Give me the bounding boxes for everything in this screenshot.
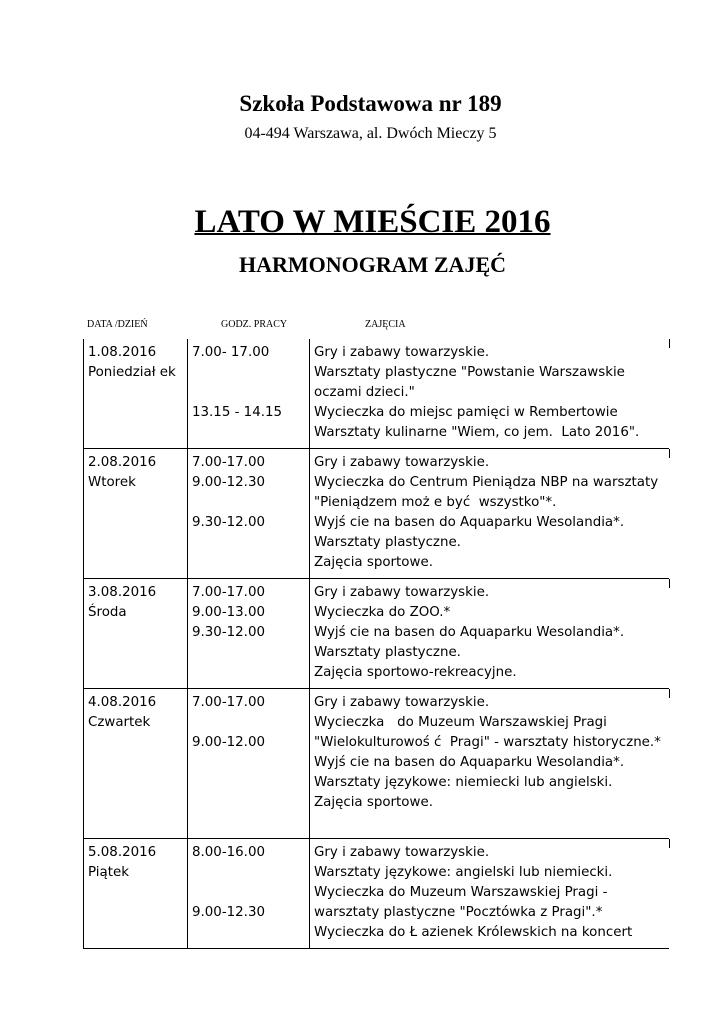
hours-line: 9.30-12.00 xyxy=(192,515,265,530)
row-date: 5.08.2016 xyxy=(88,845,157,860)
activities-cell xyxy=(310,449,669,578)
activity-line: "Pieniądzem moż e być wszystko"*. xyxy=(314,495,557,510)
activity-line: warsztaty plastyczne "Pocztówka z Pragi".* xyxy=(314,905,603,920)
activity-line: Gry i zabawy towarzyskie. xyxy=(314,695,490,710)
hours-line xyxy=(192,493,306,513)
activity-line: Wycieczka do Centrum Pieniądza NBP na warsztaty xyxy=(314,475,659,490)
activities-cell xyxy=(310,839,669,948)
activity-line: Warsztaty językowe: niemiecki lub angielski. xyxy=(314,775,613,790)
page-subtitle: HARMONOGRAM ZAJĘĆ xyxy=(238,252,507,277)
activity-line: Wyjś cie na basen do Aquaparku Wesolandia*. xyxy=(314,515,625,530)
hours-cell xyxy=(188,579,310,688)
hours-cell xyxy=(188,839,310,948)
schedule-table xyxy=(83,339,669,949)
table-row xyxy=(84,838,669,948)
table-row xyxy=(84,339,669,448)
table-row xyxy=(84,688,669,838)
activities-cell xyxy=(310,339,669,448)
table-row xyxy=(84,578,669,688)
hours-line: 9.00-13.00 xyxy=(192,605,265,620)
hours-line: 7.00-17.00 xyxy=(192,585,265,600)
table-row xyxy=(84,448,669,578)
row-date: 4.08.2016 xyxy=(88,695,157,710)
activities-cell xyxy=(310,579,669,688)
hours-line xyxy=(192,363,306,383)
activity-line: Zajęcia sportowe. xyxy=(314,555,433,570)
row-date: 1.08.2016 xyxy=(88,345,157,360)
row-day: Piątek xyxy=(88,865,129,880)
activity-line: Wyjś cie na basen do Aquaparku Wesolandia*. xyxy=(314,625,625,640)
activity-line: Wycieczka do Ł azienek Królewskich na koncert xyxy=(314,925,633,940)
activity-line: Wycieczka do miejsc pamięci w Rembertowie xyxy=(314,405,618,420)
hours-line: 9.00-12.30 xyxy=(192,905,265,920)
activity-line: Gry i zabawy towarzyskie. xyxy=(314,585,490,600)
activity-line: Gry i zabawy towarzyskie. xyxy=(314,345,490,360)
page-title-text: LATO W MIEŚCIE 2016 xyxy=(194,204,551,240)
activity-line: oczami dzieci." xyxy=(314,385,415,400)
row-date: 3.08.2016 xyxy=(88,585,157,600)
hours-line: 7.00-17.00 xyxy=(192,455,265,470)
hours-line: 7.00- 17.00 xyxy=(192,345,270,360)
hours-cell xyxy=(188,339,310,448)
school-address: 04-494 Warszawa, al. Dwóch Mieczy 5 xyxy=(244,125,497,142)
school-name: Szkoła Podstawowa nr 189 xyxy=(239,91,502,116)
hours-line: 9.00-12.30 xyxy=(192,475,265,490)
hours-cell xyxy=(188,689,310,838)
date-cell xyxy=(84,689,188,838)
activity-line: Zajęcia sportowe. xyxy=(314,795,433,810)
activity-line: Zajęcia sportowo-rekreacyjne. xyxy=(314,665,517,680)
column-header-hours: GODZ. PRACY xyxy=(221,319,288,330)
activity-line: Gry i zabawy towarzyskie. xyxy=(314,845,490,860)
hours-cell xyxy=(188,449,310,578)
date-cell xyxy=(84,839,188,948)
page-title xyxy=(0,203,725,241)
hours-line xyxy=(192,383,306,403)
hours-line: 7.00-17.00 xyxy=(192,695,265,710)
row-day: Środa xyxy=(88,605,127,620)
hours-line: 8.00-16.00 xyxy=(192,845,265,860)
activity-line: Wycieczka do ZOO.* xyxy=(314,605,451,620)
activity-line xyxy=(314,813,666,833)
activity-line: "Wielokulturowoś ć Pragi" - warsztaty historyczne.* xyxy=(314,735,661,750)
hours-line xyxy=(192,883,306,903)
activities-cell xyxy=(310,689,669,838)
activity-line: Wyjś cie na basen do Aquaparku Wesolandia*. xyxy=(314,755,625,770)
activity-line: Warsztaty kulinarne "Wiem, co jem. Lato 2016". xyxy=(314,425,640,440)
row-day: Czwartek xyxy=(88,715,151,730)
activity-line: Wycieczka do Muzeum Warszawskiej Pragi xyxy=(314,715,607,730)
row-day: Wtorek xyxy=(88,475,136,490)
activity-line: Wycieczka do Muzeum Warszawskiej Pragi - xyxy=(314,885,608,900)
row-date: 2.08.2016 xyxy=(88,455,157,470)
hours-line xyxy=(192,713,306,733)
activity-line: Warsztaty plastyczne "Powstanie Warszawskie xyxy=(314,365,625,380)
activity-line: Warsztaty plastyczne. xyxy=(314,645,461,660)
row-day: Poniedział ek xyxy=(88,365,176,380)
column-header-activities: ZAJĘCIA xyxy=(365,319,406,330)
date-cell xyxy=(84,339,188,448)
activity-line: Gry i zabawy towarzyskie. xyxy=(314,455,490,470)
hours-line: 9.30-12.00 xyxy=(192,625,265,640)
hours-line: 13.15 - 14.15 xyxy=(192,405,283,420)
column-header-date: DATA /DZIEŃ xyxy=(87,319,148,330)
hours-line xyxy=(192,863,306,883)
date-cell xyxy=(84,579,188,688)
hours-line: 9.00-12.00 xyxy=(192,735,265,750)
activity-line: Warsztaty plastyczne. xyxy=(314,535,461,550)
date-cell xyxy=(84,449,188,578)
activity-line: Warsztaty językowe: angielski lub niemiecki. xyxy=(314,865,613,880)
